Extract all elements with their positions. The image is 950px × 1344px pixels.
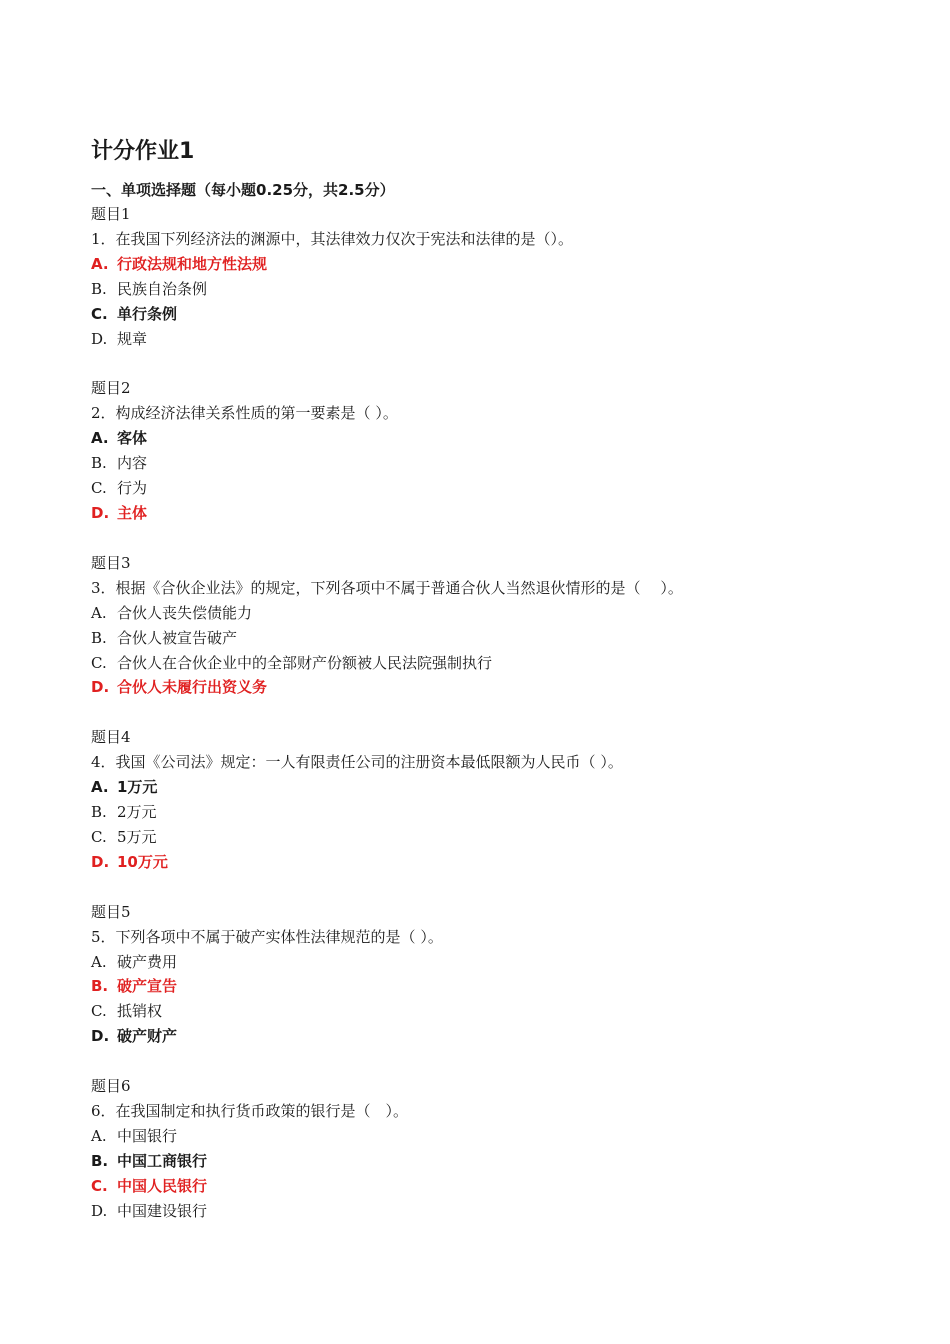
answer-option: [91, 302, 871, 327]
option-text: 2万元: [117, 803, 157, 822]
option-text: 中国建设银行: [117, 1201, 208, 1220]
option-letter: D.: [91, 329, 108, 348]
answer-option-correct: [91, 252, 871, 277]
option-letter: C.: [91, 653, 107, 672]
option-text: 主体: [117, 503, 148, 522]
option-text: 中国工商银行: [117, 1151, 208, 1170]
question-text: 2．构成经济法律关系性质的第一要素是（ ）。: [91, 404, 398, 423]
option-text: 合伙人被宣告破产: [117, 628, 238, 647]
option-text: 5万元: [117, 827, 157, 846]
question-text: 6．在我国制定和执行货币政策的银行是（ ）。: [91, 1102, 409, 1121]
option-letter: C.: [91, 1176, 108, 1195]
option-letter: A.: [91, 603, 107, 622]
option-text: 内容: [117, 454, 148, 473]
question-block: [91, 376, 871, 525]
option-letter: B.: [91, 1151, 109, 1170]
question-text: 3．根据《合伙企业法》的规定，下列各项中不属于普通合伙人当然退伙情形的是（ ）。: [91, 578, 683, 597]
answer-option-correct: [91, 974, 871, 999]
option-letter: A.: [91, 1127, 107, 1145]
answer-option: [91, 601, 871, 626]
option-text: 合伙人丧失偿债能力: [117, 603, 253, 622]
option-text: 行为: [117, 479, 148, 498]
document-content: [91, 136, 871, 1249]
answer-option: [91, 451, 871, 476]
answer-option: [91, 327, 871, 352]
option-text: 行政法规和地方性法规: [117, 254, 268, 273]
answer-option: [91, 651, 871, 676]
question-block: [91, 551, 871, 700]
option-letter: D.: [91, 678, 110, 697]
question-label: 题目3: [91, 553, 131, 572]
answer-option: [91, 950, 871, 975]
answer-option: [91, 1024, 871, 1049]
option-text: 中国人民银行: [117, 1176, 208, 1195]
option-text: 规章: [117, 329, 148, 348]
option-text: 破产财产: [117, 1027, 178, 1046]
answer-option: [91, 476, 871, 501]
option-letter: B.: [91, 279, 107, 298]
answer-option: [91, 775, 871, 800]
question-label: 题目6: [91, 1077, 131, 1096]
option-letter: A.: [91, 254, 109, 273]
answer-option: [91, 825, 871, 850]
option-text: 民族自治条例: [117, 279, 208, 298]
answer-option: [91, 277, 871, 302]
option-letter: B.: [91, 803, 107, 822]
option-text: 单行条例: [117, 304, 178, 323]
question-text: 4．我国《公司法》规定：一人有限责任公司的注册资本最低限额为人民币（ ）。: [91, 753, 623, 772]
option-text: 破产费用: [117, 952, 178, 971]
question-list: [91, 202, 871, 1224]
document-title: 计分作业1: [91, 139, 195, 164]
answer-option: [91, 426, 871, 451]
answer-option-correct: [91, 675, 871, 700]
question-label: 题目5: [91, 902, 131, 921]
option-letter: A.: [91, 778, 109, 797]
question-block: [91, 725, 871, 874]
answer-option: [91, 800, 871, 825]
option-text: 抵销权: [117, 1002, 163, 1021]
option-letter: D.: [91, 852, 110, 871]
question-block: [91, 202, 871, 351]
section-heading: 一、单项选择题（每小题0.25分，共2.5分）: [91, 181, 395, 199]
answer-option: [91, 626, 871, 651]
option-letter: A.: [91, 952, 107, 971]
option-text: 1万元: [117, 778, 158, 797]
option-letter: B.: [91, 628, 107, 647]
option-text: 10万元: [117, 852, 168, 871]
option-letter: C.: [91, 479, 107, 498]
answer-option-correct: [91, 850, 871, 875]
question-block: [91, 1074, 871, 1223]
option-letter: B.: [91, 977, 109, 996]
option-text: 中国银行: [117, 1127, 178, 1145]
answer-option: [91, 1199, 871, 1224]
answer-option-correct: [91, 1174, 871, 1199]
option-text: 合伙人在合伙企业中的全部财产份额被人民法院强制执行: [117, 653, 493, 672]
question-text: 5．下列各项中不属于破产实体性法律规范的是（ ）。: [91, 927, 443, 946]
option-letter: D.: [91, 1201, 108, 1220]
answer-option-correct: [91, 501, 871, 526]
question-block: [91, 900, 871, 1049]
question-label: 题目2: [91, 379, 131, 398]
option-text: 合伙人未履行出资义务: [117, 678, 268, 697]
option-text: 破产宣告: [117, 977, 178, 996]
question-label: 题目4: [91, 728, 131, 747]
option-letter: C.: [91, 304, 108, 323]
question-label: 题目1: [91, 205, 131, 223]
option-letter: D.: [91, 1027, 110, 1046]
answer-option: [91, 1149, 871, 1174]
option-letter: C.: [91, 1002, 107, 1021]
option-letter: D.: [91, 503, 110, 522]
option-letter: C.: [91, 827, 107, 846]
answer-option: [91, 999, 871, 1024]
option-letter: A.: [91, 429, 109, 448]
answer-option: [91, 1124, 871, 1149]
option-letter: B.: [91, 454, 107, 473]
option-text: 客体: [117, 429, 148, 448]
question-text: 1．在我国下列经济法的渊源中，其法律效力仅次于宪法和法律的是（）。: [91, 229, 574, 248]
